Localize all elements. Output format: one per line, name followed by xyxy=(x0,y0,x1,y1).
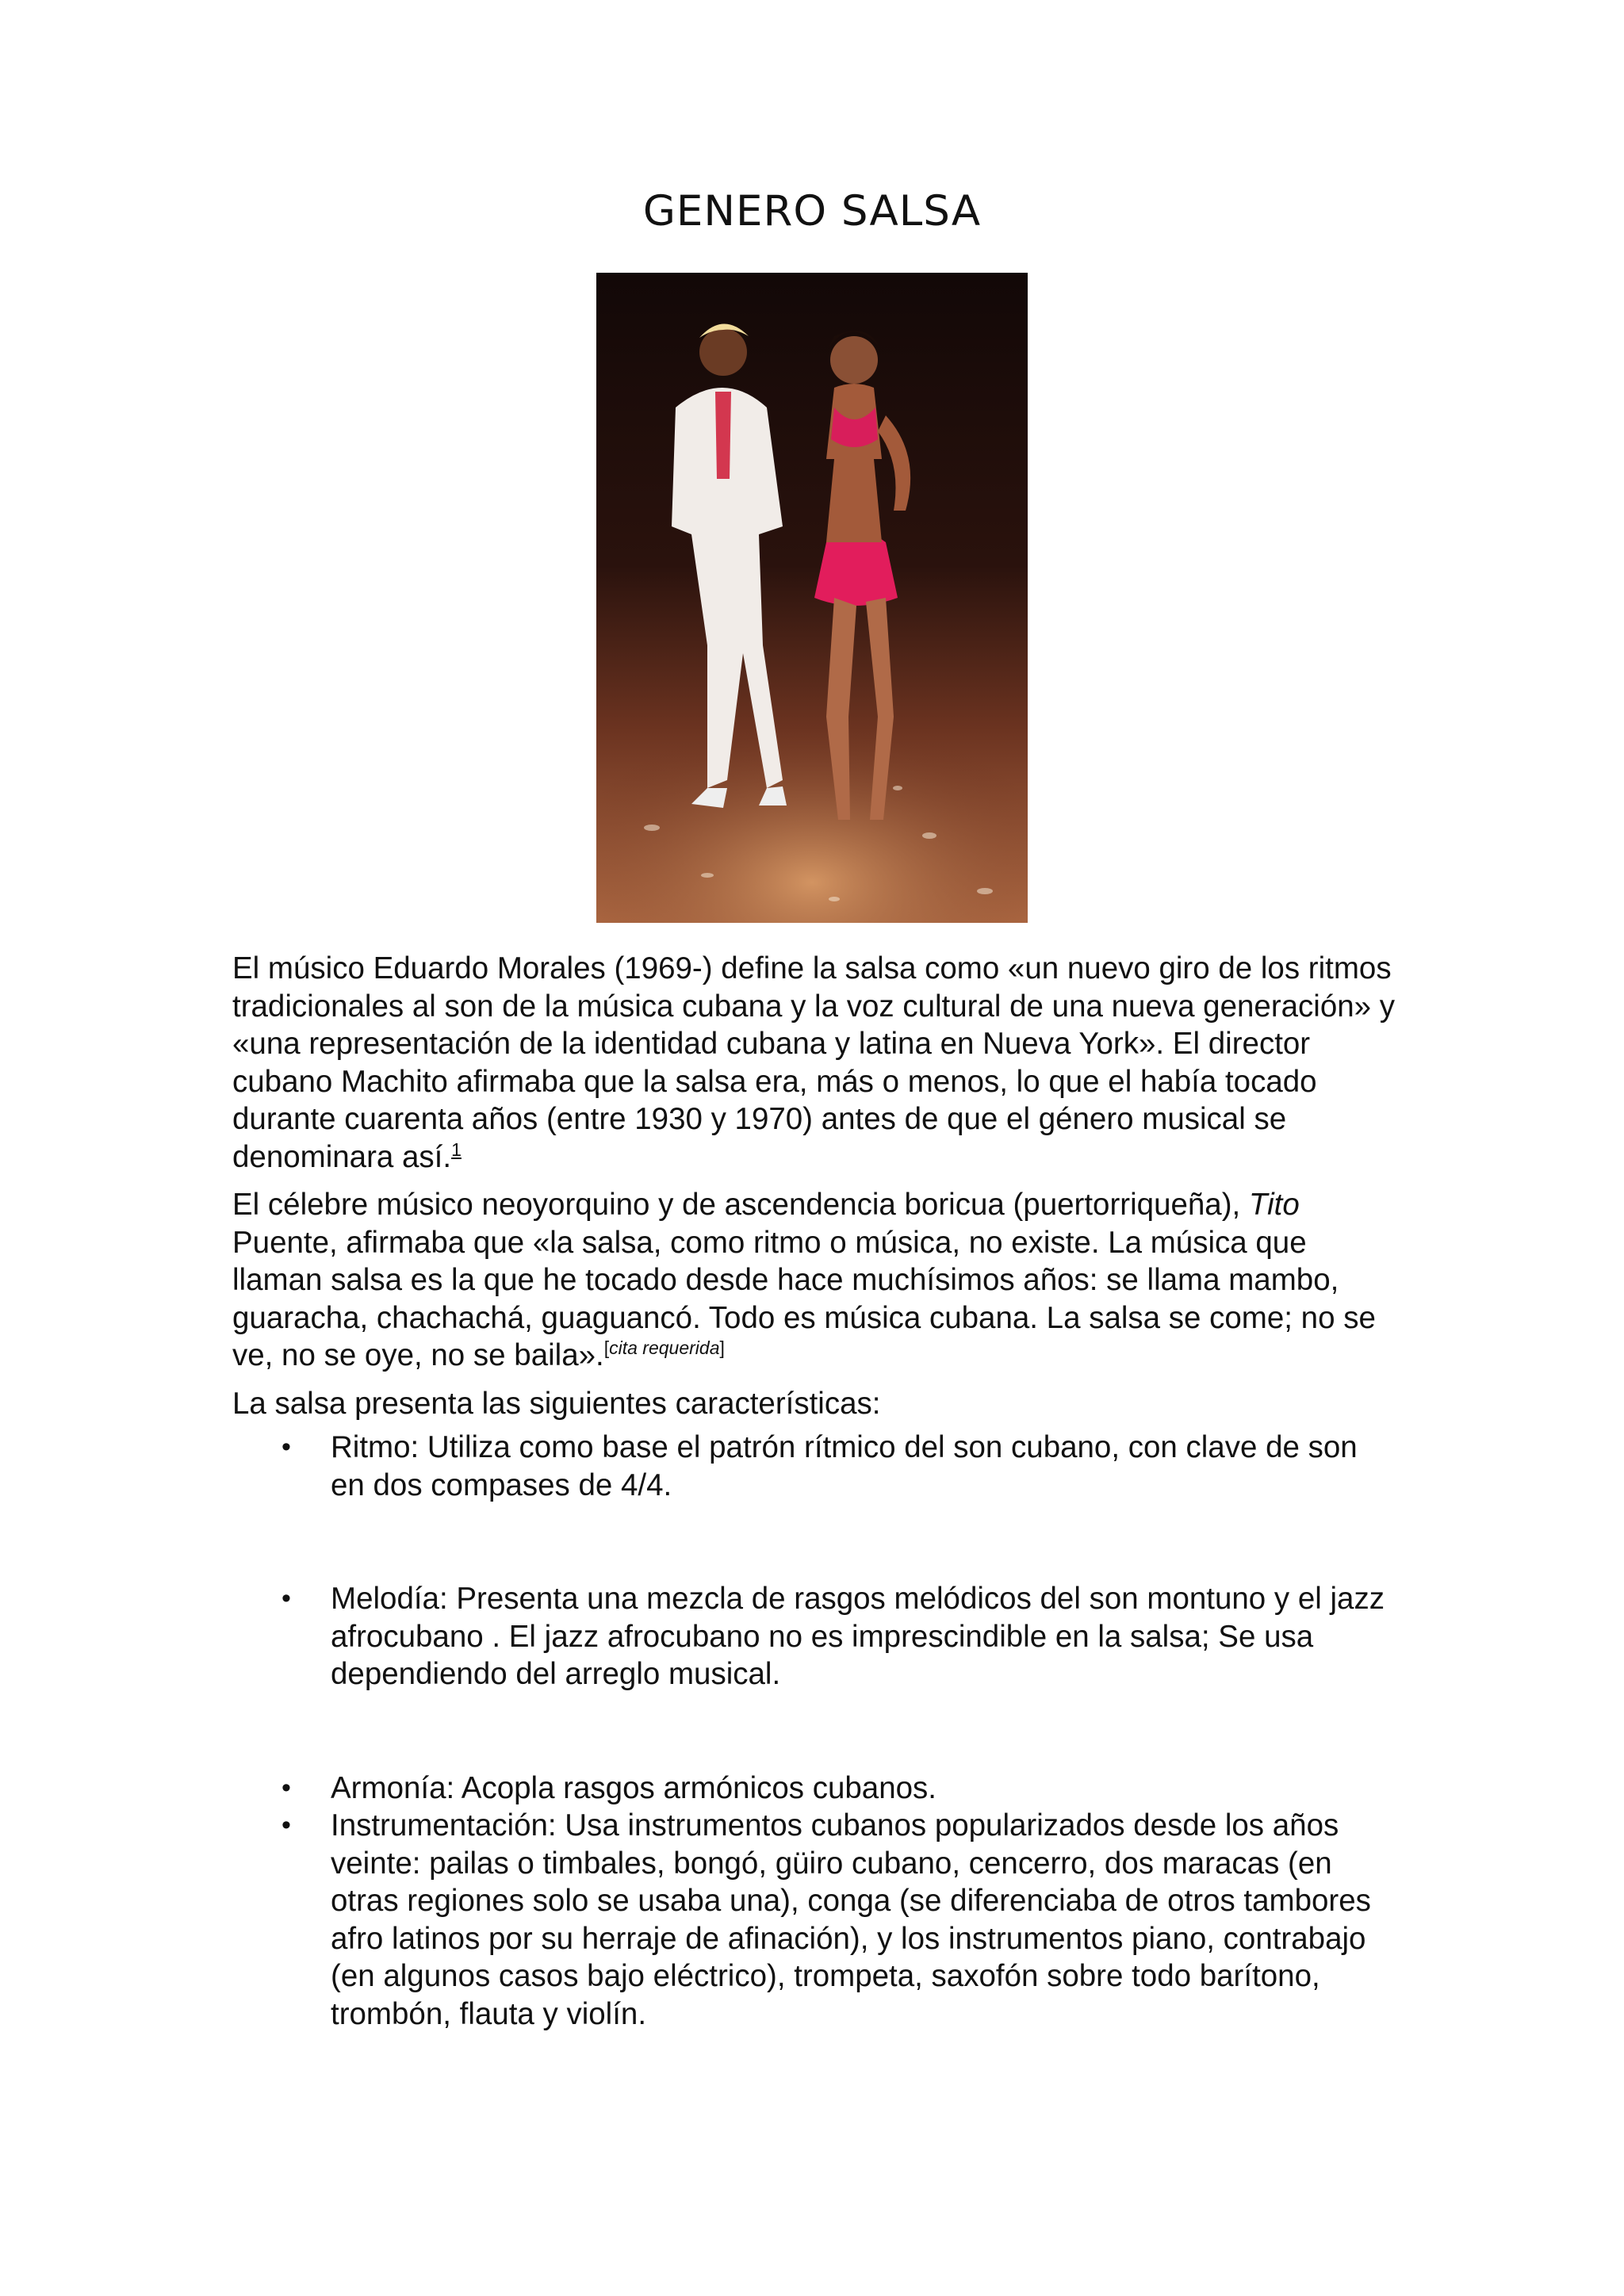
italic-name: Tito xyxy=(1248,1188,1300,1222)
list-item-ritmo: • Ritmo: Utiliza como base el patrón rítmico del son cubano, con clave de son en dos compases de 4/4. xyxy=(232,1429,1398,1504)
list-item-armonia: • Armonía: Acopla rasgos armónicos cubanos. xyxy=(232,1770,1398,1808)
footnote-link[interactable]: 1 xyxy=(451,1138,462,1160)
list-item-melodia: • Melodía: Presenta una mezcla de rasgos melódicos del son montuno y el jazz afrocubano . El jazz afrocubano no es imprescindible en la salsa; Se usa dependiendo del arreglo musical. xyxy=(232,1580,1398,1693)
paragraph-characteristics-intro: La salsa presenta las siguientes características: xyxy=(232,1386,881,1421)
document-body xyxy=(232,950,1398,2033)
list-item-instrumentacion: • Instrumentación: Usa instrumentos cubanos popularizados desde los años veinte: pailas o timbales, bongó, güiro cubano, cencerro, dos maracas (en otras regiones solo se usaba una), conga (se diferenciaba de otros tambores afro latinos por su herraje de afinación), y los instrumentos piano, contrabajo (en algunos casos bajo eléctrico), trompeta, saxofón sobre todo barítono, trombón, flauta y violín. xyxy=(232,1807,1398,2033)
page-title: GENERO SALSA xyxy=(642,187,982,235)
paragraph-tito-puente: El célebre músico neoyorquino y de ascendencia boricua (puertorriqueña), Tito Puente, afirmaba que «la salsa, como ritmo o música, no existe. La música que llaman salsa es la que he tocado desde hace muchísimos años: se llama mambo, guaracha, chachachá, guaguancó. Todo es música cubana. La salsa se come; no se ve, no se oye, no se baila».[cita requerida] xyxy=(232,1188,1376,1372)
salsa-dancers-photo xyxy=(596,273,1028,923)
features-list xyxy=(232,1429,1398,2033)
citation-needed[interactable]: [cita requerida] xyxy=(603,1337,725,1359)
paragraph-morales: El músico Eduardo Morales (1969-) define la salsa como «un nuevo giro de los ritmos tradicionales al son de la música cubana y la voz cultural de una nueva generación» y «una representación de la identidad cubana y latina en Nueva York». El director cubano Machito afirmaba que la salsa era, más o menos, lo que el había tocado durante cuarenta años (entre 1930 y 1970) antes de que el género musical se denominara así.$^1$ xyxy=(232,951,1396,1174)
